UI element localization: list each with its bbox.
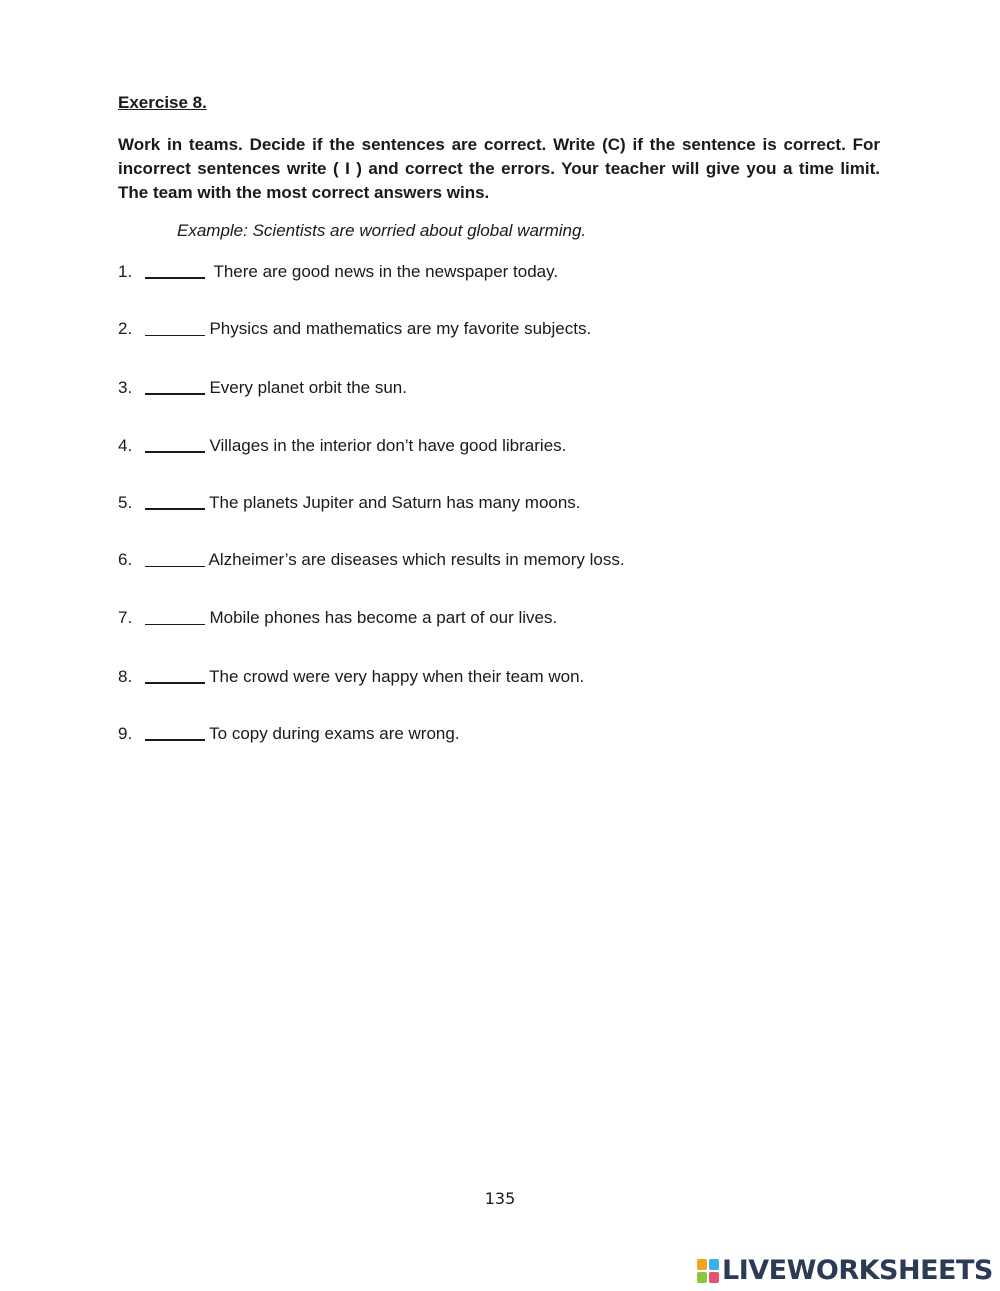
list-item bbox=[118, 433, 566, 457]
item-sentence: To copy during exams are wrong. bbox=[209, 724, 460, 743]
logo-block bbox=[709, 1259, 719, 1270]
item-number: 2. bbox=[118, 319, 133, 338]
item-number: 8. bbox=[118, 667, 133, 686]
liveworksheets-logo[interactable] bbox=[697, 1256, 993, 1286]
item-sentence: There are good news in the newspaper today. bbox=[213, 262, 559, 281]
instructions: Work in teams. Decide if the sentences are correct. Write (C) if the sentence is correct. For incorrect sentences write ( I ) and correct the errors. Your teacher will give you a time limit. The team with the most correct answers wins. bbox=[118, 135, 880, 202]
logo-block bbox=[697, 1272, 707, 1283]
item-sentence: Mobile phones has become a part of our lives. bbox=[209, 608, 558, 627]
item-number: 5. bbox=[118, 493, 133, 512]
list-item bbox=[118, 317, 591, 341]
item-sentence: The planets Jupiter and Saturn has many moons. bbox=[209, 493, 581, 512]
item-sentence: Alzheimer’s are diseases which results in memory loss. bbox=[208, 550, 625, 569]
list-item bbox=[118, 721, 460, 745]
answer-blank-4[interactable] bbox=[145, 435, 205, 453]
list-item bbox=[118, 548, 625, 572]
list-item bbox=[118, 375, 407, 399]
item-number: 3. bbox=[118, 378, 133, 397]
answer-blank-6[interactable] bbox=[145, 550, 205, 567]
item-number: 6. bbox=[118, 550, 133, 569]
logo-blocks-icon bbox=[697, 1259, 719, 1283]
exercise-title: Exercise 8. bbox=[118, 93, 207, 112]
answer-blank-9[interactable] bbox=[145, 723, 205, 741]
list-item bbox=[118, 259, 558, 283]
item-sentence: Villages in the interior don’t have good libraries. bbox=[209, 436, 567, 455]
answer-blank-2[interactable] bbox=[145, 319, 205, 336]
answer-blank-8[interactable] bbox=[145, 666, 205, 684]
item-number: 7. bbox=[118, 608, 133, 627]
item-number: 9. bbox=[118, 724, 133, 743]
item-sentence: Physics and mathematics are my favorite subjects. bbox=[209, 319, 592, 338]
answer-blank-5[interactable] bbox=[145, 492, 205, 510]
logo-text: LIVEWORKSHEETS bbox=[722, 1255, 993, 1286]
item-sentence: Every planet orbit the sun. bbox=[209, 378, 407, 397]
item-number: 4. bbox=[118, 436, 133, 455]
logo-block bbox=[697, 1259, 707, 1270]
example-sentence: Example: Scientists are worried about global warming. bbox=[177, 221, 587, 240]
item-sentence: The crowd were very happy when their team won. bbox=[209, 667, 585, 686]
answer-blank-7[interactable] bbox=[145, 608, 205, 625]
item-number: 1. bbox=[118, 262, 133, 281]
list-item bbox=[118, 664, 584, 688]
logo-block bbox=[709, 1272, 719, 1283]
answer-blank-3[interactable] bbox=[145, 377, 205, 395]
list-item bbox=[118, 490, 581, 514]
list-item bbox=[118, 606, 557, 630]
page-number: 135 bbox=[484, 1189, 516, 1208]
answer-blank-1[interactable] bbox=[145, 261, 205, 279]
